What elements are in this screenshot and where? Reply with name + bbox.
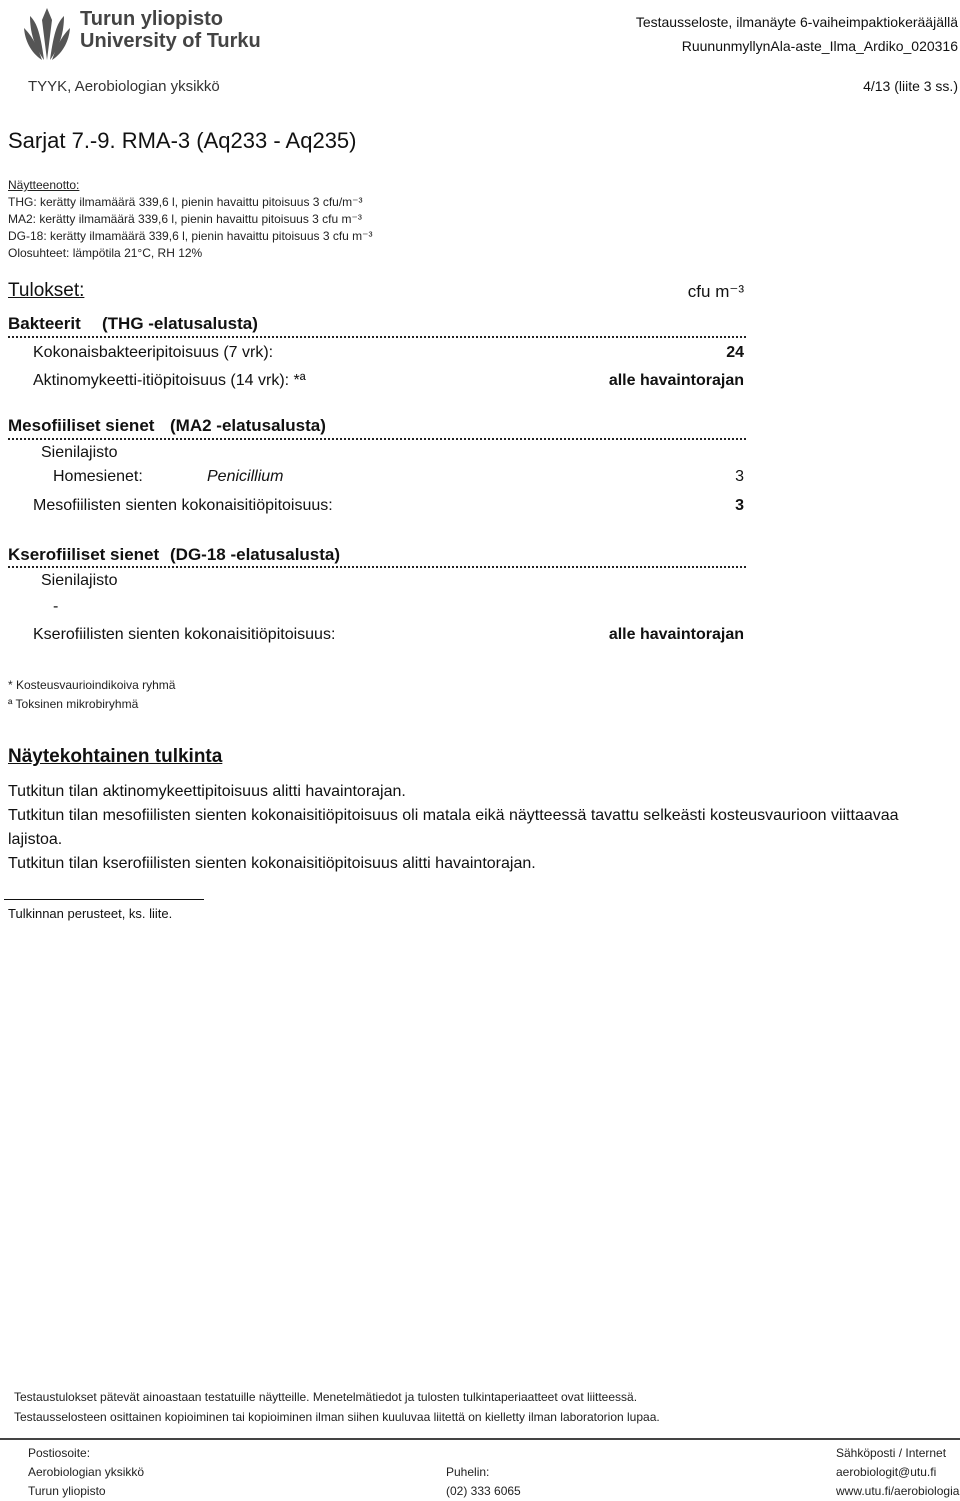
mesophilic-total-label: Mesofiilisten sienten kokonaisitiöpitoisuus: — [33, 497, 333, 514]
xerophilic-total-label: Kserofiilisten sienten kokonaisitiöpitoisuus: — [33, 626, 336, 643]
interpretation-heading: Näytekohtainen tulkinta — [8, 746, 223, 767]
page-number: 4/13 (liite 3 ss.) — [863, 78, 958, 94]
university-name-en: University of Turku — [80, 30, 261, 52]
results-heading: Tulokset: — [8, 280, 85, 301]
mould-group-label: Homesienet: — [53, 468, 143, 485]
total-bacteria-value: 24 — [726, 344, 744, 361]
university-name-fi: Turun yliopisto — [80, 8, 223, 30]
species-value: 3 — [735, 468, 744, 485]
address-line: Aerobiologian yksikkö — [28, 1465, 145, 1479]
mesophilic-medium: (MA2 -elatusalusta) — [170, 416, 326, 435]
xerophilic-title: Kserofiiliset sienet — [8, 545, 160, 564]
mesophilic-species-heading: Sienilajisto — [41, 444, 118, 461]
interpretation-line: Tutkitun tilan mesofiilisten sienten kokonaisitiöpitoisuus oli matala eikä näytteessä tavattu selkeästi kosteusvaurioon viittaavaa lajistoa. — [8, 807, 899, 848]
university-logo-icon — [22, 6, 72, 62]
phone-label: Puhelin: — [446, 1465, 490, 1479]
email-link[interactable]: aerobiologit@utu.fi — [836, 1465, 937, 1479]
actinomycetes-label: Aktinomykeetti-itiöpitoisuus (14 vrk): *ª — [33, 372, 306, 389]
basis-divider — [4, 899, 204, 900]
xerophilic-total-value: alle havaintorajan — [608, 626, 744, 643]
interpretation-basis: Tulkinnan perusteet, ks. liite. — [8, 906, 173, 921]
mesophilic-total-value: 3 — [735, 497, 744, 514]
section-divider — [8, 438, 746, 440]
section-divider — [8, 336, 746, 338]
bacteria-medium: (THG -elatusalusta) — [102, 314, 258, 333]
document-id: RuununmyllynAla-aste_Ilma_Ardiko_020316 — [681, 38, 958, 54]
xerophilic-medium: (DG-18 -elatusalusta) — [170, 545, 341, 564]
species-name: Penicillium — [207, 468, 284, 485]
footnote-moisture: * Kosteusvaurioindikoiva ryhmä — [8, 678, 176, 692]
bacteria-title: Bakteerit — [8, 314, 81, 333]
phone-number: (02) 333 6065 — [446, 1484, 521, 1498]
actinomycetes-value: alle havaintorajan — [608, 372, 744, 389]
university-name — [80, 8, 261, 52]
unit-name: TYYK, Aerobiologian yksikkö — [28, 78, 220, 95]
page-title: Sarjat 7.-9. RMA-3 (Aq233 - Aq235) — [8, 128, 357, 153]
address-line: Turun yliopisto — [28, 1484, 106, 1498]
footer-disclaimer: Testaustulokset pätevät ainoastaan testatuille näytteille. Menetelmätiedot ja tulosten tulkintaperiaatteet ovat liitteessä. — [14, 1390, 638, 1404]
email-label: Sähköposti / Internet — [836, 1446, 947, 1460]
mesophilic-title: Mesofiiliset sienet — [8, 416, 155, 435]
interpretation-line: Tutkitun tilan aktinomykeettipitoisuus alitti havaintorajan. — [8, 783, 406, 800]
sampling-line: MA2: kerätty ilmamäärä 339,6 l, pienin havaittu pitoisuus 3 cfu m⁻³ — [8, 212, 362, 226]
address-label: Postiosoite: — [28, 1446, 91, 1460]
sampling-heading: Näytteenotto: — [8, 178, 80, 192]
results-unit: cfu m⁻³ — [687, 282, 744, 301]
footer-disclaimer: Testausselosteen osittainen kopioiminen tai kopioiminen ilman siihen kuuluvaa liitettä on kielletty ilman laboratorion lupaa. — [14, 1410, 660, 1424]
interpretation-line: Tutkitun tilan kserofiilisten sienten kokonaisitiöpitoisuus alitti havaintorajan. — [8, 855, 536, 872]
section-divider — [8, 566, 746, 568]
web-link[interactable]: www.utu.fi/aerobiologia — [836, 1484, 960, 1498]
xerophilic-species-heading: Sienilajisto — [41, 572, 118, 589]
footer-divider — [0, 1438, 960, 1440]
sampling-line: THG: kerätty ilmamäärä 339,6 l, pienin havaittu pitoisuus 3 cfu/m⁻³ — [8, 195, 363, 209]
xerophilic-species: - — [53, 598, 59, 615]
footnote-toxic: ª Toksinen mikrobiryhmä — [8, 697, 139, 711]
conditions-line: Olosuhteet: lämpötila 21°C, RH 12% — [8, 246, 203, 260]
sampling-line: DG-18: kerätty ilmamäärä 339,6 l, pienin havaittu pitoisuus 3 cfu m⁻³ — [8, 229, 373, 243]
total-bacteria-label: Kokonaisbakteeripitoisuus (7 vrk): — [33, 344, 274, 361]
document-type: Testausseloste, ilmanäyte 6-vaiheimpaktiokerääjällä — [635, 14, 958, 30]
